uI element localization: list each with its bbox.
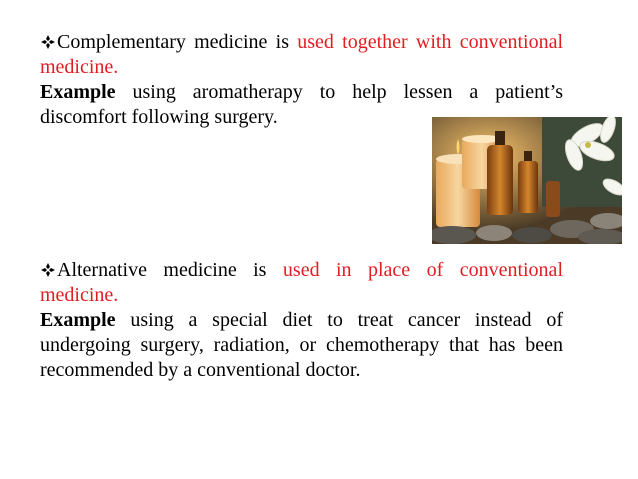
complementary-highlight: used together with conventional medicine. <box>40 31 564 78</box>
diamond-bullet-icon <box>40 34 56 50</box>
example-label: Example <box>40 309 116 331</box>
alternative-definition <box>40 258 563 308</box>
example-label: Example <box>40 81 116 103</box>
alternative-highlight: used in place of conventional medicine. <box>40 259 563 306</box>
aromatherapy-image-icon <box>432 117 622 244</box>
complementary-example-text: using aromatherapy to help lessen a patient’s discomfort following surgery. <box>40 81 563 128</box>
complementary-definition <box>40 30 563 80</box>
aromatherapy-photo <box>432 117 622 244</box>
diamond-bullet-icon <box>40 262 56 278</box>
complementary-medicine-block <box>40 30 563 130</box>
alternative-example-text: using a special diet to treat cancer instead of undergoing surgery, radiation, or chemotherapy that has been recommended by a conventional doctor. <box>40 309 563 381</box>
alternative-medicine-block <box>40 258 563 383</box>
complementary-lead: Complementary medicine is <box>57 31 298 53</box>
alternative-lead: Alternative medicine is <box>57 259 283 281</box>
alternative-example <box>40 308 563 383</box>
